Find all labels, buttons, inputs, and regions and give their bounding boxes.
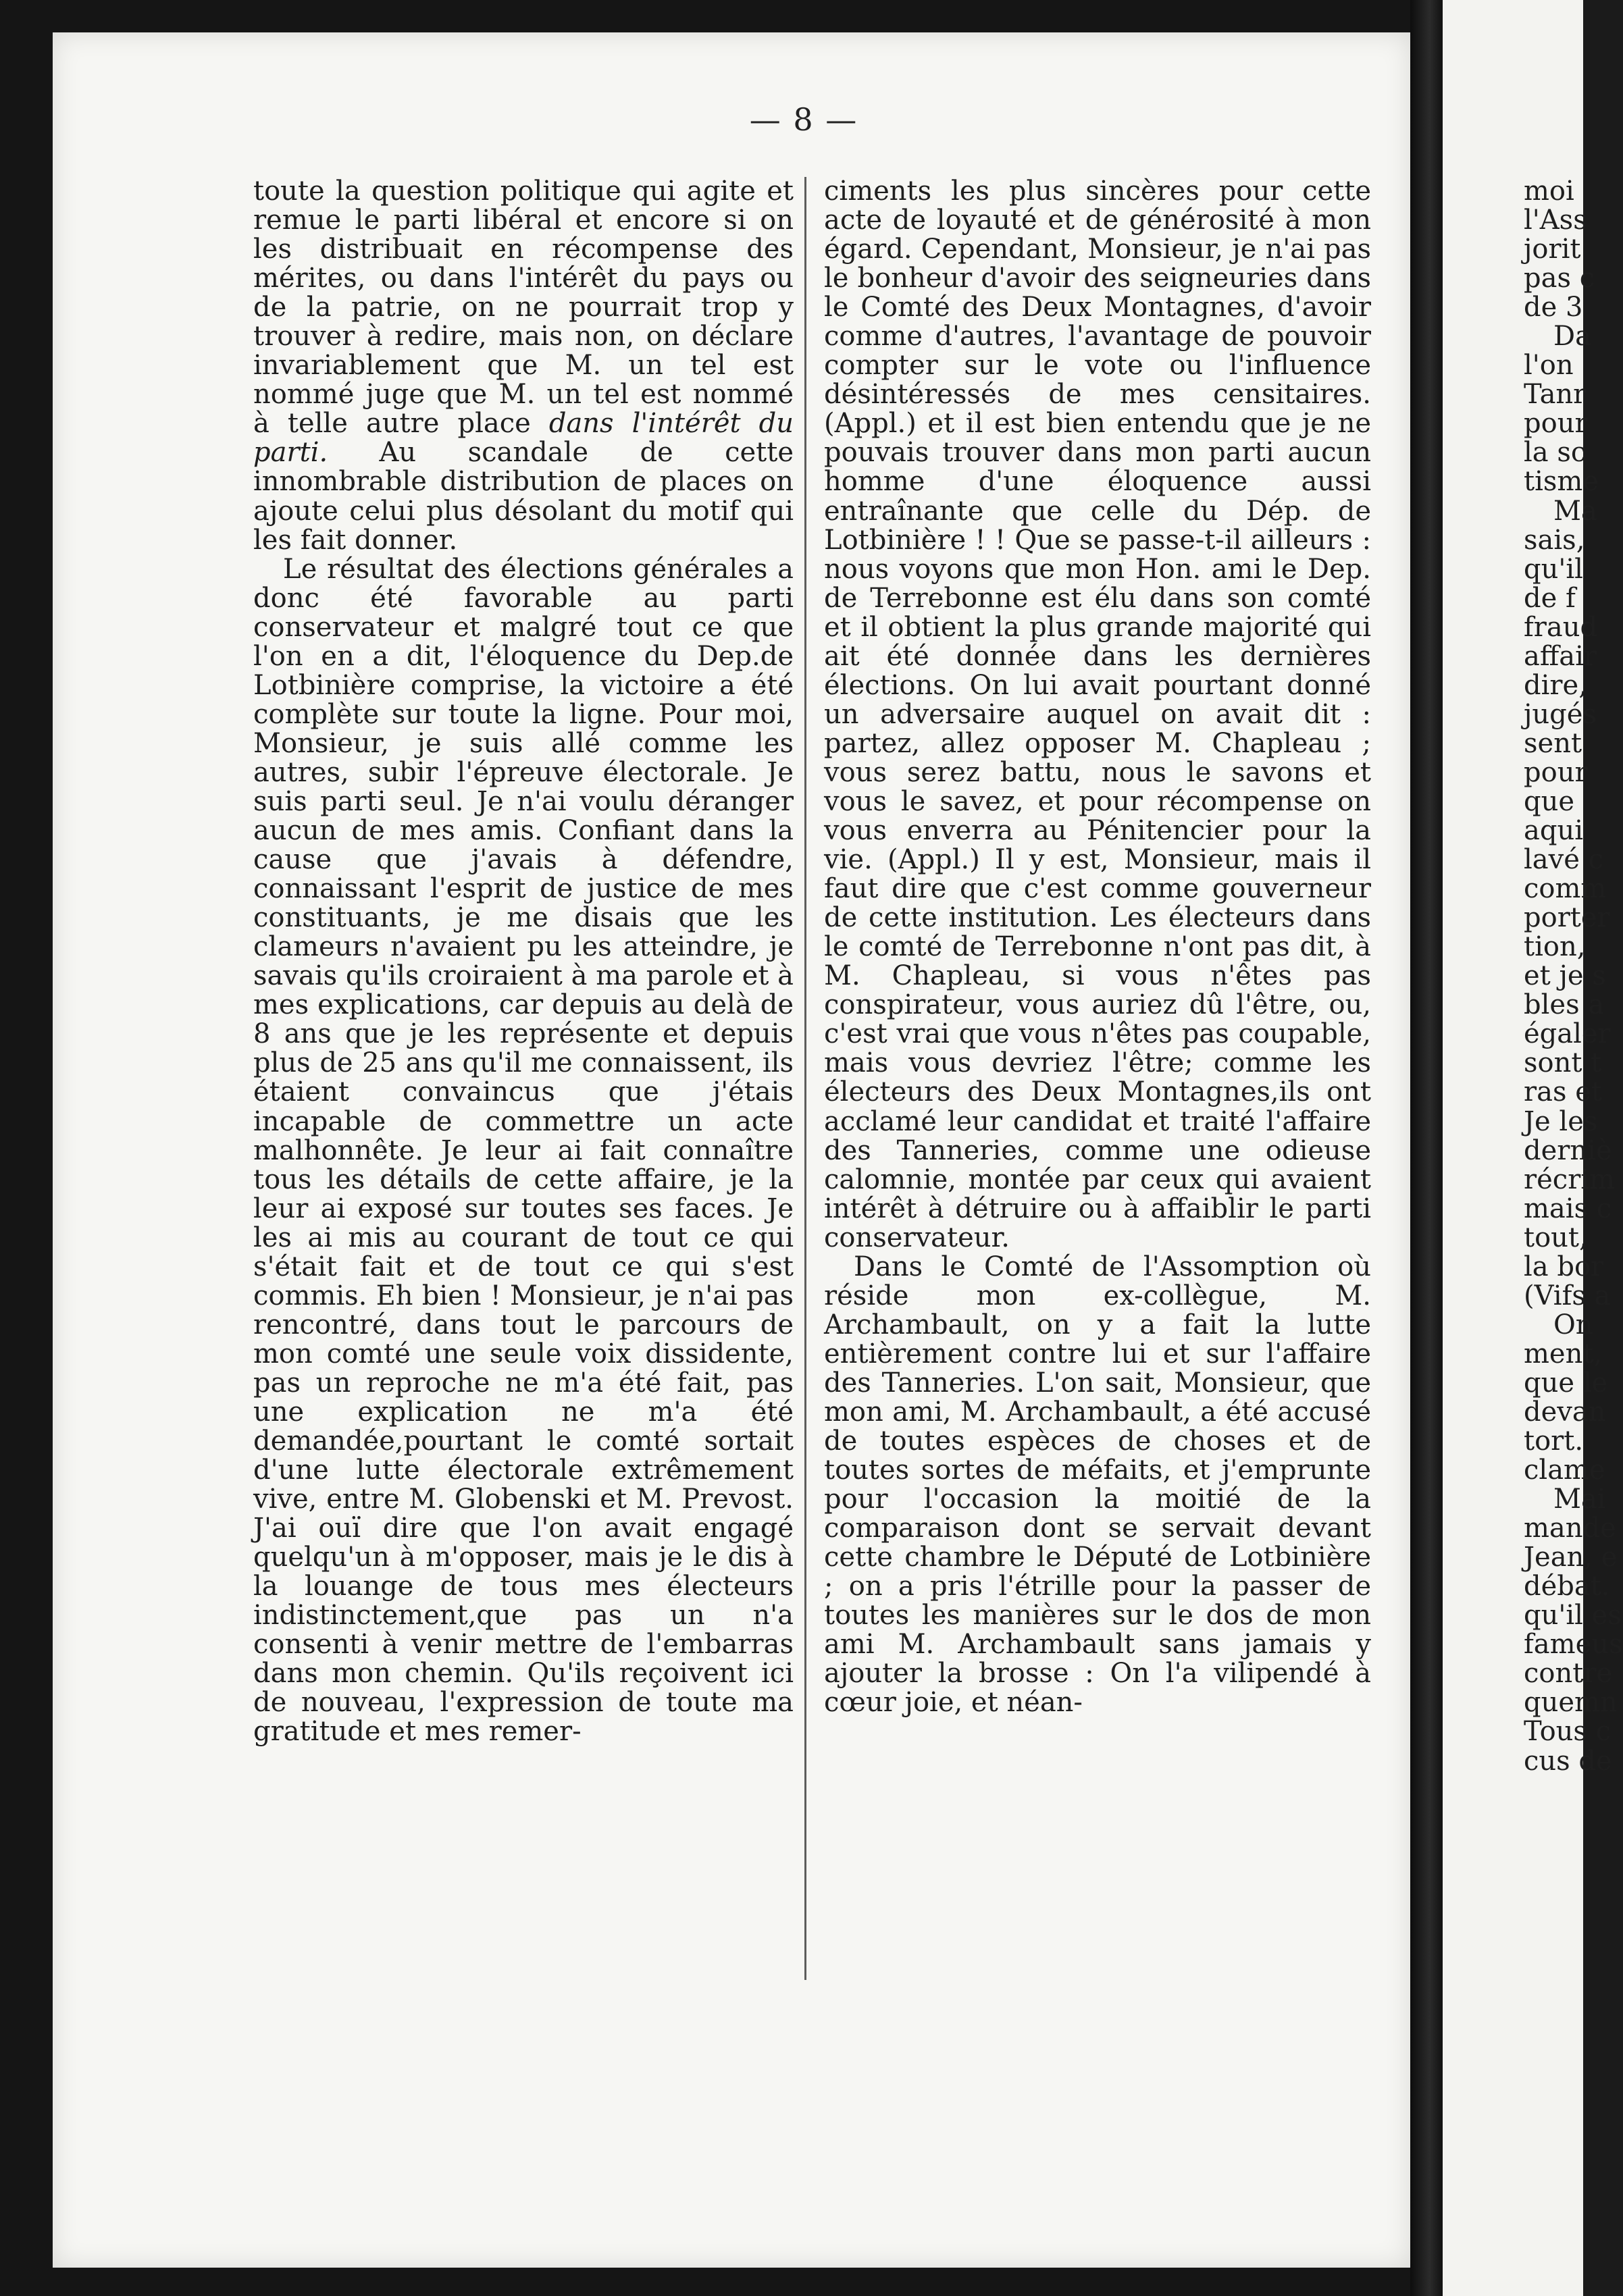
next-page-line: Ma — [1553, 495, 1597, 527]
next-page-line: de f — [1524, 582, 1576, 614]
next-page-line: qu'il es — [1524, 1600, 1622, 1632]
next-page-lines — [1524, 177, 1623, 1776]
next-page-line: sent — [1524, 727, 1582, 759]
next-page-line: la sc — [1524, 437, 1587, 469]
left-text-2: de cette innombrable distribution de places on ajoute celui plus désolant du motif qui les fait donner. — [253, 437, 794, 556]
next-page-line: pour — [1524, 408, 1588, 440]
next-page-line: Mai — [1553, 1484, 1606, 1515]
next-page-line: fraud — [1524, 611, 1598, 643]
next-page-line: fameus — [1524, 1629, 1623, 1661]
next-page-line: affair — [1524, 640, 1597, 672]
next-page-line: l'Ass — [1524, 205, 1587, 236]
next-page-line: égaler — [1524, 1018, 1611, 1050]
next-page-line: Je les — [1524, 1105, 1598, 1137]
next-page-line: sais, — [1524, 524, 1585, 556]
next-page-line: débat. — [1524, 1571, 1610, 1602]
next-page-line: jorit — [1524, 234, 1581, 265]
left-column — [253, 177, 794, 1747]
next-page-line: derniè — [1524, 1134, 1612, 1166]
next-page-line: de 3 — [1524, 292, 1583, 323]
next-page-line: cus de — [1524, 1745, 1612, 1777]
next-page-line: Jean, e — [1524, 1542, 1618, 1573]
right-paragraph-2: Dans le Comté de l'Assomption où réside mon ex-collègue, M. Archambault, on y a fait la lutte entièrement contre lui et sur l'affaire des Tanneries. L'on sait, Monsieur, que mon ami, M. Archambault, a été accusé de toutes espèces de choses et de toutes sortes de méfaits, et j'emprunte pour l'occasion la moitié de la comparaison dont se servait devant cette chambre le Député de Lotbinière ; on a pris l'étrille pour la passer de toutes les manières sur le dos de mon ami M. Archambault sans jamais y ajouter la brosse : On l'a vilipendé à cœur joie, et néan- — [824, 1251, 1371, 1719]
left-emphasis: dans l'intérêt du parti. — [253, 408, 794, 469]
next-page-line: mande — [1524, 1513, 1616, 1544]
next-page-line: Da — [1553, 321, 1591, 353]
next-page-line: comm — [1524, 873, 1607, 905]
next-page-line: Tous c — [1524, 1716, 1612, 1748]
next-page-line: l'on — [1524, 350, 1574, 382]
next-page-line: ment, — [1524, 1338, 1603, 1369]
next-page-line: tisme — [1524, 466, 1599, 498]
next-page-line: contre — [1524, 1658, 1613, 1690]
left-paragraph-1 — [253, 177, 794, 555]
column-divider — [804, 177, 806, 1980]
next-page-line: ras et — [1524, 1076, 1602, 1108]
next-page-line: (Vifs a — [1524, 1280, 1611, 1311]
next-page-line: sont t — [1524, 1047, 1602, 1079]
next-page-line: tort. — [1524, 1426, 1584, 1457]
next-page-line: tout, — [1524, 1222, 1588, 1253]
next-page-line: qu'il — [1524, 553, 1583, 585]
right-column — [824, 177, 1371, 1717]
next-page-line: tion, — [1524, 931, 1586, 963]
next-page-line: et je s — [1524, 960, 1606, 992]
next-page-line: bles a — [1524, 989, 1605, 1021]
page-number: — 8 — — [749, 101, 858, 138]
next-page-line: pour — [1524, 756, 1588, 788]
next-page-line: On — [1553, 1309, 1593, 1340]
next-page-line: mais c — [1524, 1193, 1612, 1224]
next-page-line: dire, — [1524, 669, 1587, 701]
left-text-1: toute la question politique qui agite et remue le parti libéral et encore si on les distribuait en récompense des mérites, ou dans l'intérêt du pays ou de la patrie, on ne pourrait trop y trouver à redire, mais non, on déclare invariablement que M. un tel est nommé juge que M. un tel est nommé à telle autre place — [253, 176, 794, 440]
next-page-line: Tanr — [1524, 379, 1587, 411]
next-page-fragment — [1443, 0, 1623, 2296]
next-page-line: jugés — [1524, 698, 1597, 730]
left-paragraph-2: Le résultat des élections générales a donc été favorable au parti conservateur et malgré tout ce que l'on en a dit, l'éloquence du Dep.de Lotbinière comprise, la victoire a été complète sur toute la ligne. Pour moi, Monsieur, je suis allé comme les autres, subir l'épreuve électorale. Je suis parti seul. Je n'ai voulu déranger aucun de mes amis. Confiant dans la cause que j'avais à défendre, connaissant l'esprit de justice de mes constituants, je me disais que les clameurs n'avaient pu les atteindre, je savais qu'ils croiraient à ma parole et à mes explications, car depuis au delà de 8 ans que je les représente et depuis plus de 25 ans qu'il me connaissent, ils étaient convaincus que j'étais incapable de commettre un acte malhonnête. Je leur ai fait connaître tous les détails de cette affaire, je la leur ai exposé sur toutes ses faces. Je les ai mis au courant de tout ce qui s'était fait et de tout ce qui s'est commis. Eh bien ! Monsieur, je n'ai pas rencontré, dans tout le parcours de mon comté une seule voix dissidente, pas un reproche ne m'a été fait, pas une explication ne m'a été demandée,pourtant le comté sortait d'une lutte électorale extrêmement vive, entre M. Globenski et M. Prevost. J'ai ouï dire que l'on avait engagé quelqu'un à m'opposer, mais je le dis à la louange de tous mes électeurs indistinctement,que pas un n'a consenti à venir mettre de l'embarras dans mon chemin. Qu'ils reçoivent ici de nouveau, l'expression de toute ma gratitude et mes remer- — [253, 553, 794, 1748]
next-page-line: aqui — [1524, 815, 1584, 847]
next-page-line: pas c — [1524, 263, 1595, 294]
next-page-line: porter — [1524, 902, 1610, 934]
next-page-line: la bor — [1524, 1251, 1604, 1282]
next-page-line: clame — [1524, 1455, 1605, 1486]
next-page-line: lavé c — [1524, 844, 1604, 876]
next-page-line: récrim — [1524, 1164, 1616, 1195]
next-page-line: que — [1524, 785, 1575, 817]
next-page-line: quemn — [1524, 1687, 1618, 1719]
book-gutter — [1410, 0, 1443, 2296]
next-page-line: devan — [1524, 1396, 1606, 1428]
right-paragraph-1: ciments les plus sincères pour cette acte de loyauté et de générosité à mon égard. Cependant, Monsieur, je n'ai pas le bonheur d'avoir des seigneuries dans le Comté des Deux Montagnes, d'avoir comme d'autres, l'avantage de pouvoir compter sur le vote ou l'influence désintéressés de mes censitaires. (Appl.) et il est bien entendu que je ne pouvais trouver dans mon parti aucun homme d'une éloquence aussi entraînante que celle du Dép. de Lotbinière ! ! Que se passe-t-il ailleurs : nous voyons que mon Hon. ami le Dep. de Terrebonne est élu dans son comté et il obtient la plus grande majorité qui ait été donnée dans les dernières élections. On lui avait pourtant donné un adversaire auquel on avait dit : partez, allez opposer M. Chapleau ; vous serez battu, nous le savons et vous le savez, et pour récompense on vous enverra au Pénitencier pour la vie. (Appl.) Il y est, Monsieur, mais il faut dire que c'est comme gouverneur de cette institution. Les électeurs dans le comté de Terrebonne n'ont pas dit, à M. Chapleau, si vous n'êtes pas conspirateur, vous auriez dû l'être, ou, c'est vrai que vous n'êtes pas coupable, mais vous devriez l'être; comme les électeurs des Deux Montagnes,ils ont acclamé leur candidat et traité l'affaire des Tanneries, comme une odieuse calomnie, montée par ceux qui avaient intérêt à détruire ou à affaiblir le parti conservateur. — [824, 176, 1371, 1253]
next-page-line: que le — [1524, 1367, 1608, 1399]
next-page-line: moi — [1524, 176, 1574, 207]
left-after-emphasis: Au scandale — [328, 437, 589, 469]
